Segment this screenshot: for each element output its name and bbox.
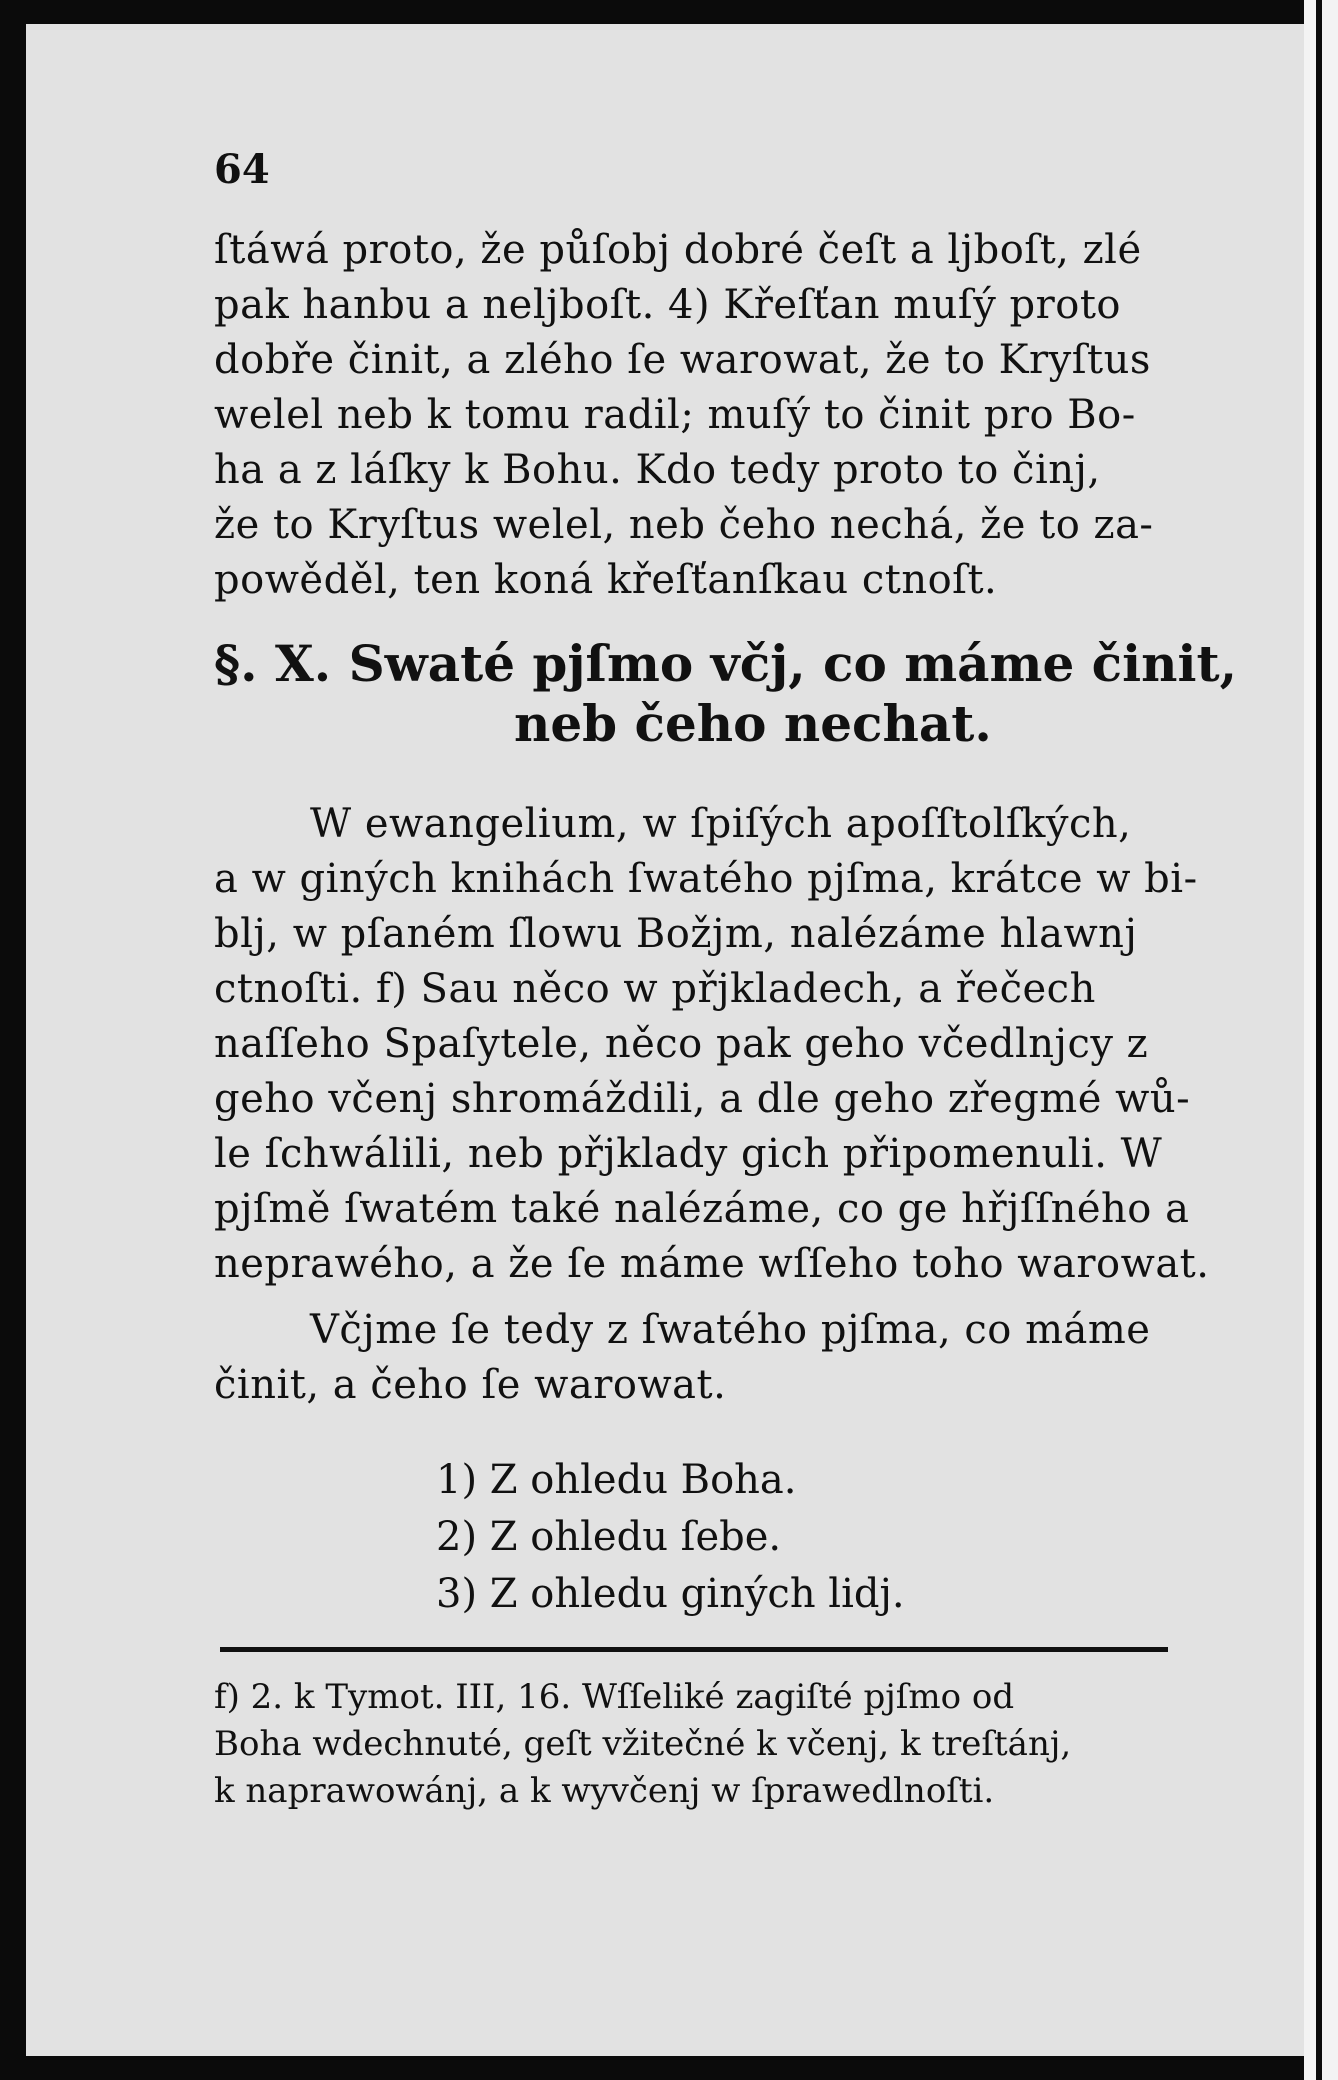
paragraph-line: naſſeho Spaſytele, něco pak geho včedlnjcy z	[214, 1021, 1149, 1067]
list-item: 1) Z ohledu Boha.	[436, 1457, 797, 1503]
paragraph-line: pak hanbu a neljboſt. 4) Křeſťan muſý proto	[214, 282, 1121, 328]
paragraph-line: Včjme ſe tedy z ſwatého pjſma, co máme	[310, 1307, 1151, 1353]
paragraph-line: welel neb k tomu radil; muſý to činit pro Bo-	[214, 392, 1136, 438]
paragraph-line: a w giných knihách ſwatého pjſma, krátce w bi-	[214, 856, 1198, 902]
footnote-line: k naprawowánj, a k wyvčenj w ſprawedlnoſti.	[214, 1771, 995, 1811]
footnote-line: Boha wdechnuté, geſt vžitečné k včenj, k treſtánj,	[214, 1724, 1072, 1764]
paragraph-line: ſtáwá proto, že půſobj dobré čeſt a ljboſt, zlé	[214, 227, 1142, 273]
footnote-line: f) 2. k Tymot. III, 16. Wſſeliké zagiſté pjſmo od	[214, 1677, 1015, 1717]
paragraph-line: W ewangelium, w ſpiſých apoſſtolſkých,	[310, 801, 1132, 847]
list-item: 3) Z ohledu giných lidj.	[436, 1571, 905, 1617]
paragraph-line: ctnoſti. f) Sau něco w přjkladech, a řečech	[214, 966, 1096, 1012]
list-item: 2) Z ohledu ſebe.	[436, 1514, 782, 1560]
paragraph-line: neprawého, a že ſe máme wſſeho toho warowat.	[214, 1241, 1210, 1287]
paragraph-line: pjſmě ſwatém také nalézáme, co ge hřjſſného a	[214, 1186, 1190, 1232]
section-heading-line-1: §. X. Swaté pjſmo včj, co máme činit,	[214, 634, 1237, 693]
paragraph-line: dobře činit, a zlého ſe warowat, že to Kryſtus	[214, 337, 1151, 383]
scan-edge-line	[1316, 0, 1322, 2080]
section-heading-line-2: neb čeho nechat.	[514, 694, 992, 753]
paragraph-line: powěděl, ten koná křeſťanſkau ctnoſt.	[214, 557, 998, 603]
paragraph-line: le ſchwálili, neb přjklady gich připomenuli. W	[214, 1131, 1163, 1177]
paragraph-line: geho včenj shromáždili, a dle geho zřegmé wů-	[214, 1076, 1191, 1122]
paragraph-line: že to Kryſtus welel, neb čeho nechá, že to za-	[214, 502, 1154, 548]
page-number: 64	[214, 146, 270, 193]
paragraph-line: blj, w pſaném ſlowu Božjm, nalézáme hlawnj	[214, 911, 1138, 957]
footnote-divider	[220, 1647, 1168, 1652]
paragraph-line: ha a z láſky k Bohu. Kdo tedy proto to činj,	[214, 447, 1101, 493]
paragraph-line: činit, a čeho ſe warowat.	[214, 1362, 727, 1408]
